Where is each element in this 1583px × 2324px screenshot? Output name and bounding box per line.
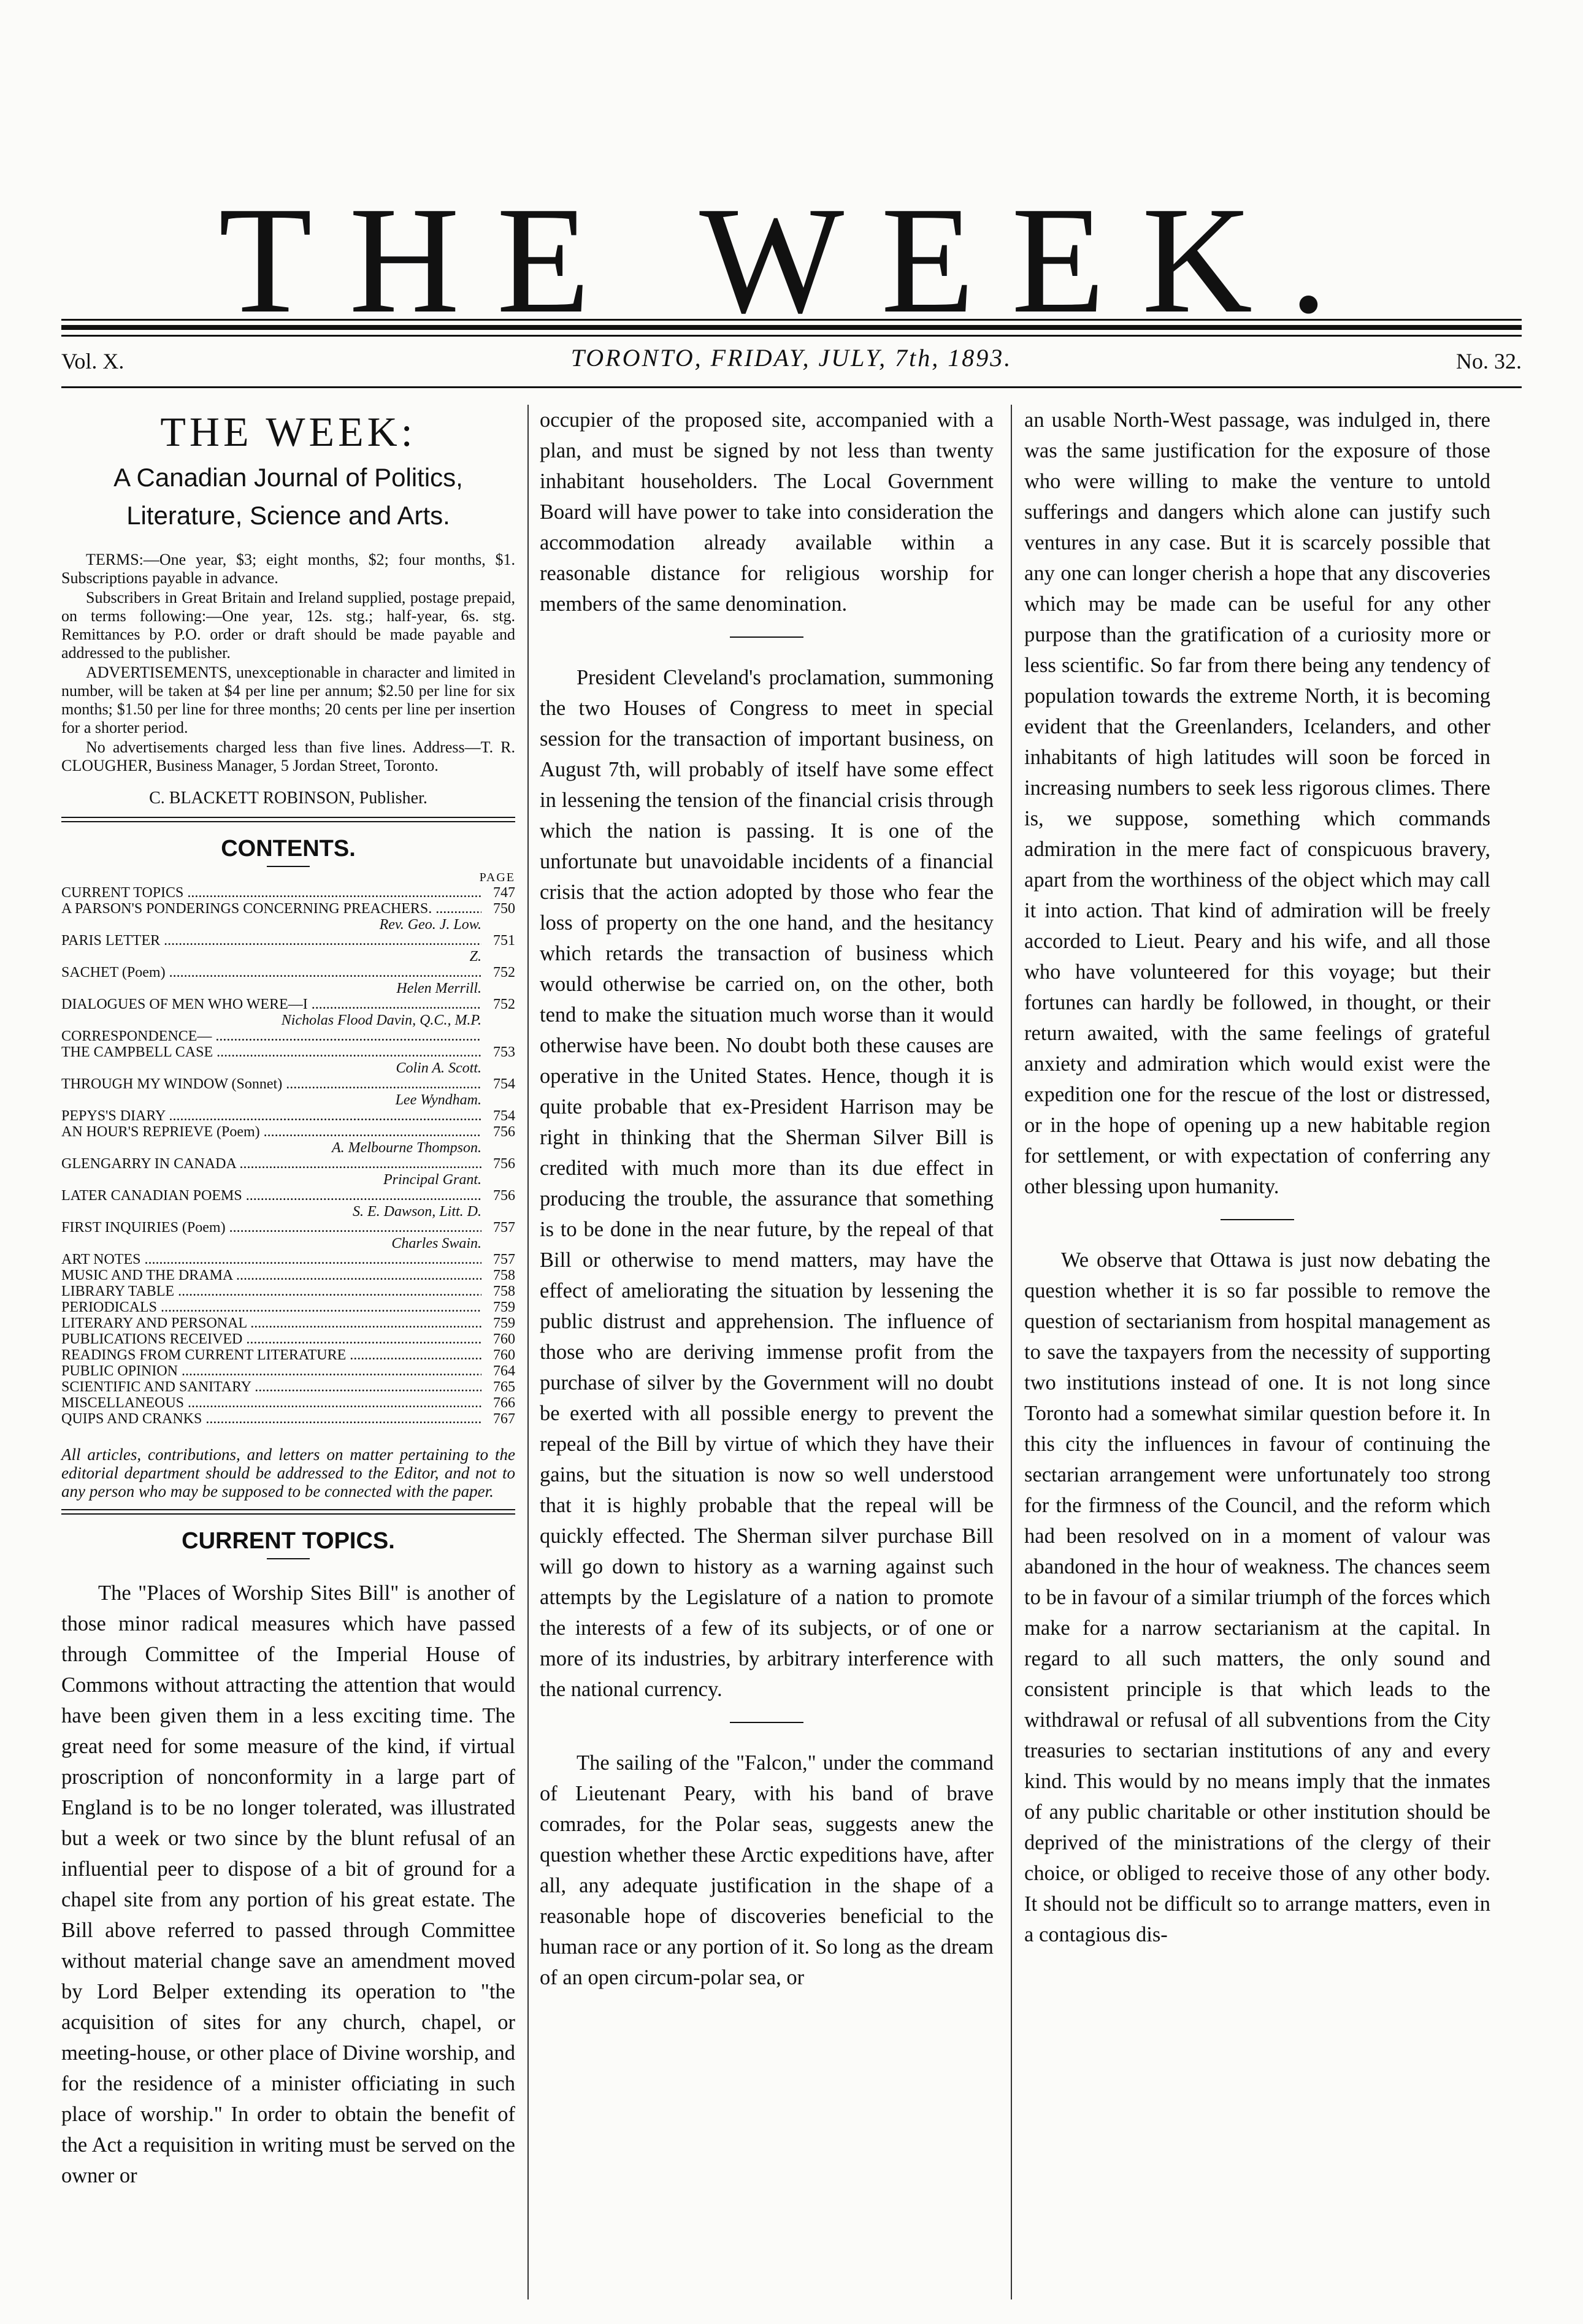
article-paragraph: occupier of the proposed site, accompanied with a plan, and must be signed by not less than twenty inhabitant householders. The Local Government Board will have power to take into consideration the accommodation already available within a reasonable distance for religious worship for members of the same denomination. [540,408,994,616]
contents-item [61,1267,515,1283]
contents-item [61,996,515,1012]
contents-item-page: 759 [493,1299,515,1315]
contents-item-author: Lee Wyndham. [395,1092,481,1108]
column-3 [1024,405,1490,1950]
contents-item [61,1299,515,1315]
contents-item-title: A PARSON'S PONDERINGS CONCERNING PREACHERS. ..... [61,901,481,917]
article-separator [1221,1219,1294,1220]
subscription-terms [61,551,515,775]
contents-item [61,1076,515,1092]
contents-item [61,1347,515,1363]
contents-heading-rule [267,866,310,867]
contents-item [61,1363,515,1379]
section-double-rule [61,1509,515,1515]
contents-item-page: 758 [493,1267,515,1283]
contents-item-page: 752 [493,965,515,980]
contents-item-title: PUBLICATIONS RECEIVED ..... [61,1331,481,1347]
contents-item-author: Nicholas Flood Davin, Q.C., M.P. [281,1012,481,1028]
dateline-rule [61,386,1522,388]
contents-item [61,1331,515,1347]
contents-item [61,965,515,980]
contents-item-page: 765 [493,1379,515,1395]
contents-item [61,1156,515,1172]
contents-item-title: LITERARY AND PERSONAL ..... [61,1315,481,1331]
contents-item [61,1252,515,1267]
volume-label: Vol. X. [61,349,125,373]
contents-item-title: READINGS FROM CURRENT LITERATURE ..... [61,1347,481,1363]
column-divider-2 [1011,405,1012,2299]
contents-item [61,1124,515,1140]
contents-item-title: ART NOTES ..... [61,1252,481,1267]
contents-item-title: CORRESPONDENCE— ..... [61,1028,481,1044]
contents-item [61,933,515,949]
contents-item-page: 758 [493,1283,515,1299]
contents-item-author: Charles Swain. [391,1236,481,1252]
terms-paragraph: ADVERTISEMENTS, unexceptionable in character and limited in number, will be taken at $4 per line per annum; $2.50 per line for six months; $1.50 per line for three months; 20 cents per line per insertion for a shorter period. [61,663,515,736]
article-paragraph: President Cleveland's proclamation, summoning the two Houses of Congress to meet in special session for the transaction of important business, on August 7th, will probably of itself have some effect in lessening the tension of the financial crisis through which the nation is passing. It is one of the unfortunate but unavoidable incidents of a financial crisis that the action adopted by those who fear the loss of property on the one hand, and the hesitancy which retards the transaction of business which would otherwise be carried on, on the other, both tend to make the situation much worse than it would otherwise have been. No doubt both these causes are operative in the United States. Hence, though it is quite probable that ex-President Harrison may be right in thinking that the Sherman Silver Bill is credited with much more than its due effect in producing the trouble, the assurance that something is to be done in the near future, by the repeal of that Bill or otherwise to mend matters, may have the effect of ameliorating the situation by lessening the public distrust and apprehension. The influence of those who are deriving immense profit from the purchase of silver by the Government will no doubt be exerted with all possible energy to prevent the repeal of the Bill by virtue of which they have their gains, but the situation is now so well understood that it is highly probable that the repeal will be quickly effected. The Sherman silver purchase Bill will go down to history as a warning against such attempts by the Legislature of a nation to promote the interests of a few of its subjects, or of one or more of its industries, by arbitrary interference with the national currency. [540,666,994,1701]
contents-item-title: PEPYS'S DIARY ..... [61,1108,481,1124]
contents-item [61,1188,515,1204]
column-2 [540,405,994,1993]
article-paragraph: We observe that Ottawa is just now debating the question whether it is so far possible to remove the question of sectarianism from hospital management as to save the taxpayers from the necessity of supporting two institutions instead of one. It is not long since Toronto had a somewhat similar question before it. In this city the influences in favour of continuing the sectarian arrangement were unfortunately too strong for the firmness of the Council, and the reform which had been resolved on in a moment of valour was abandoned in the hour of weakness. The chances seem to be in favour of a similar triumph of the forces which make for a narrow sectarianism at the capital. In regard to all such matters, the only sound and consistent principle is that which leads to the withdrawal or refusal of all subventions from the City treasuries to sectarian institutions of any and every kind. This would by no means imply that the inmates of any public charitable or other institution should be deprived of the ministrations of the clergy of their choice, or obliged to receive those of any other body. It should not be difficult so to arrange matters, even in a contagious dis- [1024,1248,1490,1946]
contents-item-author: Helen Merrill. [396,980,481,996]
contents-item-title: PERIODICALS ..... [61,1299,481,1315]
journal-subtitle-1: A Canadian Journal of Politics, [113,463,463,492]
contents-item-page: 757 [493,1252,515,1267]
contents-item-title: THROUGH MY WINDOW (Sonnet) ..... [61,1076,481,1092]
contents-item-author: Principal Grant. [383,1172,481,1188]
contents-item-title: LATER CANADIAN POEMS ..... [61,1188,481,1204]
current-topics-heading: CURRENT TOPICS. [182,1528,395,1554]
contents-item [61,885,515,901]
contents-list [61,885,515,1427]
masthead-rule-top [61,319,1522,321]
contents-item-title: MISCELLANEOUS ..... [61,1395,481,1411]
contents-item-page: 764 [493,1363,515,1379]
contents-item-page: 767 [493,1411,515,1427]
contents-item-page: 750 [493,901,515,917]
article-paragraph: The sailing of the "Falcon," under the command of Lieutenant Peary, with his band of brave comrades, for the Polar seas, suggests anew the question whether these Arctic expeditions have, after all, any adequate justification in the shape of a reasonable hope of discoveries beneficial to the human race or any portion of it. So long as the dream of an open circum-polar sea, or [540,1751,994,1989]
contents-heading: CONTENTS. [221,836,356,862]
terms-paragraph: TERMS:—One year, $3; eight months, $2; four months, $1. Subscriptions payable in advance. [61,551,515,587]
publisher-line: C. BLACKETT ROBINSON, Publisher. [149,789,427,808]
contents-item [61,1044,515,1060]
contents-item-page: 756 [493,1124,515,1140]
contents-item [61,1315,515,1331]
contents-item-page: 760 [493,1347,515,1363]
section-double-rule [61,817,515,822]
contents-item-title: QUIPS AND CRANKS ..... [61,1411,481,1427]
contents-item-page: 760 [493,1331,515,1347]
contents-item-title: LIBRARY TABLE ..... [61,1283,481,1299]
contents-item-page: 754 [493,1076,515,1092]
article-separator [730,636,803,638]
contents-item-title: THE CAMPBELL CASE ..... [61,1044,481,1060]
contents-item-title: MUSIC AND THE DRAMA ..... [61,1267,481,1283]
contents-item-title: GLENGARRY IN CANADA ..... [61,1156,481,1172]
contents-item-author: Rev. Geo. J. Low. [379,917,481,933]
contents-item-page: 754 [493,1108,515,1124]
masthead-rule-thick [61,325,1522,330]
article-separator [730,1722,803,1723]
column-1 [61,405,515,2191]
contents-item-author: Z. [469,949,481,965]
contents-item-author: S. E. Dawson, Litt. D. [352,1204,481,1220]
contents-item [61,1220,515,1236]
contents-item [61,1283,515,1299]
editorial-notice: All articles, contributions, and letters on matter pertaining to the editorial department should be addressed to the Editor, and not to any person who may be supposed to be connected with the paper. [61,1445,515,1500]
contents-item-page: 759 [493,1315,515,1331]
masthead: THE WEEK. [218,175,1365,345]
contents-item-title: CURRENT TOPICS ..... [61,885,481,901]
contents-item-page: 756 [493,1188,515,1204]
dateline [61,343,1522,374]
contents-item-author: Colin A. Scott. [396,1060,481,1076]
contents-item-page: 751 [493,933,515,949]
contents-item [61,1379,515,1395]
contents-item-page: 756 [493,1156,515,1172]
terms-paragraph: No advertisements charged less than five lines. Address—T. R. CLOUGHER, Business Manager, 5 Jordan Street, Toronto. [61,738,515,774]
contents-item [61,1108,515,1124]
contents-item-page: 752 [493,996,515,1012]
masthead-rule-bottom [61,335,1522,337]
contents-item [61,1028,515,1044]
issue-number: No. 32. [1456,349,1522,373]
current-topics-rule [267,1558,310,1559]
contents-item-title: PUBLIC OPINION ..... [61,1363,481,1379]
contents-item-title: AN HOUR'S REPRIEVE (Poem) ..... [61,1124,481,1140]
contents-item-page [481,1028,515,1044]
contents-item [61,1395,515,1411]
contents-item-page: 766 [493,1395,515,1411]
contents-item-page: 747 [493,885,515,901]
column-divider-1 [527,405,529,2299]
article-paragraph: an usable North-West passage, was indulged in, there was the same justification for the exposure of those who were willing to make the venture to untold sufferings and dangers which alone can justify such ventures in any case. But it is scarcely possible that any one can longer cherish a hope that any discoveries which may be made can be useful for any other purpose than the gratification of a curiosity more or less scientific. So far from there being any tendency of population towards the extreme North, it is becoming evident that the Greenlanders, Icelanders, and other inhabitants of high latitudes will soon be forced in increasing numbers to seek less rigorous climes. There is, we suppose, something which commands admiration in the mere fact of conspicuous bravery, apart from the worthiness of the object which may call it into action. That kind of admiration will be freely accorded to Lieut. Peary and his wife, and all those who have volunteered for this voyage; but their fortunes can hardly be followed, in thought, or their return awaited, with the same feelings of grateful anxiety and admiration which would exist were the expedition one for the rescue of the lost or distressed, or in the hope of opening up a new habitable region for settlement, or with expectation of conferring any other blessing upon humanity. [1024,408,1490,1198]
terms-paragraph: Subscribers in Great Britain and Ireland supplied, postage prepaid, on terms following:—One year, 12s. stg.; half-year, 6s. stg. Remittances by P.O. order or draft should be made payable and addressed to the publisher. [61,589,515,662]
contents-item [61,1411,515,1427]
contents-item-author: A. Melbourne Thompson. [332,1140,481,1156]
journal-subtitle-2: Literature, Science and Arts. [126,501,450,530]
contents-item-page: 757 [493,1220,515,1236]
contents-item [61,901,515,917]
contents-page-label: PAGE [479,871,515,884]
journal-title: THE WEEK: [160,408,416,455]
contents-item-title: FIRST INQUIRIES (Poem) ..... [61,1220,481,1236]
issue-date: TORONTO, FRIDAY, JULY, 7th, 1893. [570,344,1013,372]
contents-item-title: SACHET (Poem) ..... [61,965,481,980]
contents-item-title: PARIS LETTER ..... [61,933,481,949]
article-paragraph: The "Places of Worship Sites Bill" is another of those minor radical measures which have passed through Committee of the Imperial House of Commons without attracting the attention that would have been given them in a less exciting time. The great need for some measure of the kind, if virtual proscription of nonconformity in a large part of England is to be no longer tolerated, was illustrated but a week or two since by the blunt refusal of an influential peer to dispose of a bit of ground for a chapel site from any portion of his great estate. The Bill above referred to passed through Committee without material change save an amendment moved by Lord Belper extending its operation to "the acquisition of sites for any church, chapel, or meeting-house, or other place of Divine worship, and for the residence of a minister officiating in such place of worship." In order to obtain the benefit of the Act a requisition in writing must be served on the owner or [61,1581,515,2187]
contents-item-title: DIALOGUES OF MEN WHO WERE—I ..... [61,996,481,1012]
contents-item-page: 753 [493,1044,515,1060]
contents-item-title: SCIENTIFIC AND SANITARY ..... [61,1379,481,1395]
